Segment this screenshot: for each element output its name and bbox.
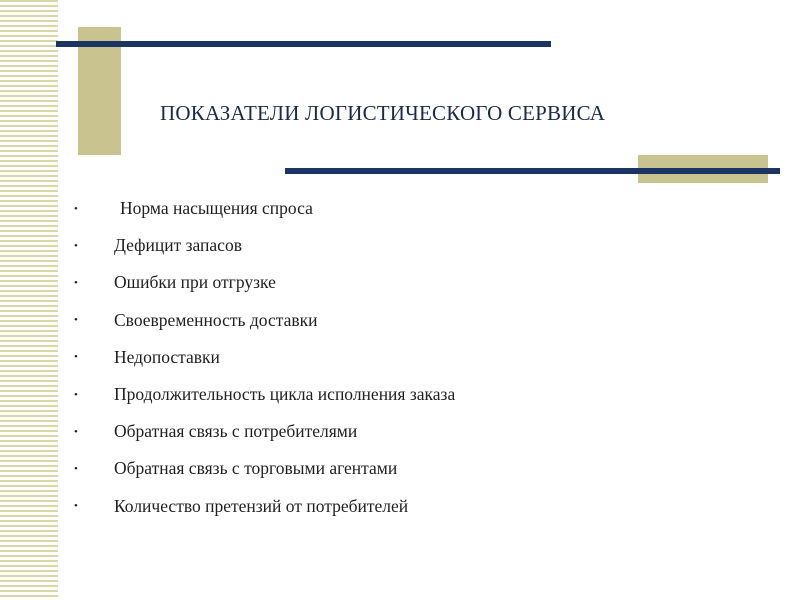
bullet-icon: • xyxy=(74,202,78,215)
list-item xyxy=(70,413,455,450)
bullet-list xyxy=(70,190,455,525)
list-item-text: Недопоставки xyxy=(114,346,220,367)
bullet-icon: • xyxy=(74,388,78,401)
list-item xyxy=(70,339,455,376)
list-item xyxy=(70,488,455,525)
list-item xyxy=(70,376,455,413)
list-item-text: Продолжительность цикла исполнения заказа xyxy=(114,384,456,405)
list-item-text: Своевременность доставки xyxy=(114,309,318,330)
list-item xyxy=(70,302,455,339)
bullet-icon: • xyxy=(74,500,78,513)
decorative-rule-top xyxy=(56,41,551,47)
decorative-stripes xyxy=(0,0,58,600)
bullet-icon: • xyxy=(74,239,78,252)
decorative-rule-middle xyxy=(285,168,780,174)
list-item-text: Норма насыщения спроса xyxy=(120,198,313,219)
bullet-icon: • xyxy=(74,314,78,327)
list-item-text: Обратная связь с торговыми агентами xyxy=(114,458,398,479)
list-item-text: Ошибки при отгрузке xyxy=(114,272,276,293)
slide-title: ПОКАЗАТЕЛИ ЛОГИСТИЧЕСКОГО СЕРВИСА xyxy=(160,101,606,125)
list-item xyxy=(70,227,455,264)
list-item-text: Количество претензий от потребителей xyxy=(114,495,409,516)
list-item xyxy=(70,264,455,301)
list-item xyxy=(70,190,455,227)
bullet-icon: • xyxy=(74,351,78,364)
list-item-text: Обратная связь с потребителями xyxy=(114,421,358,442)
list-item xyxy=(70,450,455,487)
stripes-edge xyxy=(58,0,60,600)
bullet-icon: • xyxy=(74,425,78,438)
bullet-icon: • xyxy=(74,462,78,475)
list-item-text: Дефицит запасов xyxy=(114,235,242,256)
bullet-icon: • xyxy=(74,276,78,289)
